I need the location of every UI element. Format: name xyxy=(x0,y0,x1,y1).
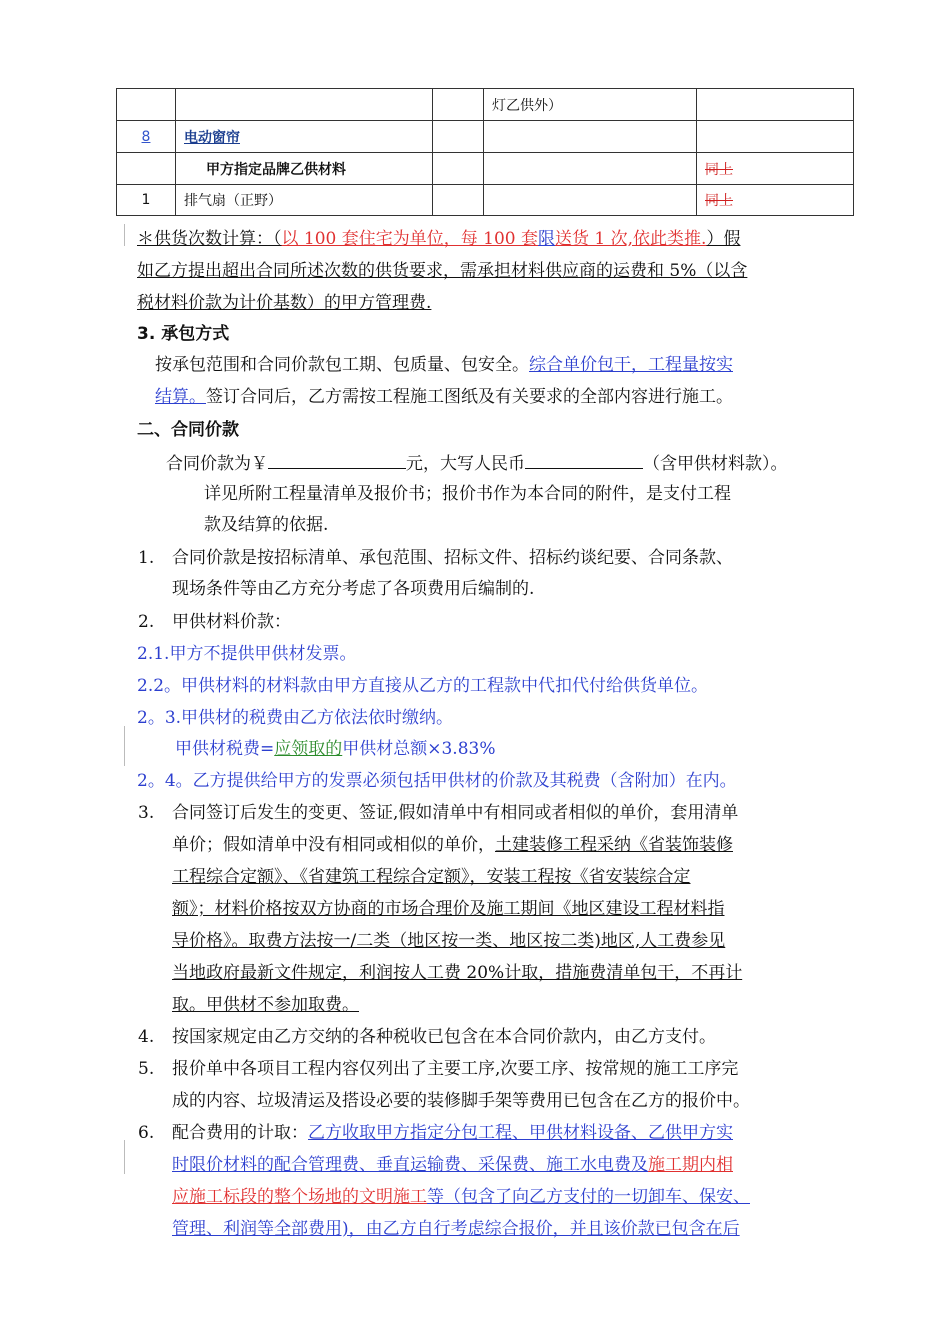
item-name: 排气扇（正野） xyxy=(184,193,282,209)
item-number: 6. xyxy=(138,1123,155,1143)
table-row xyxy=(117,153,854,185)
item-number: 4. xyxy=(138,1027,155,1047)
contract-price-line: 合同价款为￥ 元，大写人民币 （含甲供材料款）。 xyxy=(166,454,788,474)
item-text: 取。甲供材不参加取费。 xyxy=(172,995,359,1015)
deleted-text: 同上 xyxy=(705,161,733,178)
section-heading: 3. 承包方式 xyxy=(137,324,230,344)
item-text: 导价格》。取费方法按一/二类（地区按一类、地区按二类)地区,人工费参见 xyxy=(172,931,726,951)
contract-mode-line-1: 按承包范围和合同价款包工期、包质量、包安全。综合单价包干，工程量按实 xyxy=(155,355,733,375)
price-words-blank-field[interactable] xyxy=(525,452,643,469)
revision-bar xyxy=(124,1140,125,1174)
item-text: 当地政府最新文件规定，利润按人工费 20%计取，措施费清单包干，不再计 xyxy=(172,963,743,983)
item-text: 按国家规定由乙方交纳的各种税收已包含在本合同价款内，由乙方支付。 xyxy=(172,1027,716,1047)
item-text: 成的内容、垃圾清运及搭设必要的装修脚手架等费用已包含在乙方的报价中。 xyxy=(172,1091,750,1111)
table-row xyxy=(117,185,854,216)
table-cell-text: 灯乙供外） xyxy=(492,97,562,114)
contract-mode-line-2: 结算。签订合同后，乙方需按工程施工图纸及有关要求的全部内容进行施工。 xyxy=(155,387,733,407)
item-text: 合同签订后发生的变更、签证,假如清单中有相同或者相似的单价，套用清单 xyxy=(172,803,739,823)
supply-note-line-1: ＊供货次数计算：（以 100 套住宅为单位，每 100 套限送货 1 次,依此类推.）假 xyxy=(137,229,741,249)
item-text: 甲供材料价款： xyxy=(172,612,291,632)
row-number: 1 xyxy=(141,192,151,208)
item-text: 合同价款是按招标清单、承包范围、招标文件、招标约谈纪要、合同条款、 xyxy=(172,548,733,568)
item-text: 应施工标段的整个场地的文明施工等（包含了向乙方支付的一切卸车、保安、 xyxy=(172,1187,750,1207)
item-text: 管理、利润等全部费用)，由乙方自行考虑综合报价，并且该价款已包含在后 xyxy=(172,1219,740,1239)
item-number: 1. xyxy=(138,548,155,568)
item-text: 现场条件等由乙方充分考虑了各项费用后编制的. xyxy=(172,579,535,599)
item-text: 单价；假如清单中没有相同或相似的单价，土建装修工程采纳《省装饰装修 xyxy=(172,835,733,855)
subitem-2-2: 2.2。甲供材料的材料款由甲方直接从乙方的工程款中代扣代付给供货单位。 xyxy=(137,676,709,696)
item-number: 5. xyxy=(138,1059,155,1079)
supply-note-line-2: 如乙方提出超出合同所述次数的供货要求，需承担材料供应商的运费和 5%（以含 xyxy=(137,261,748,281)
item-number: 2. xyxy=(138,612,155,632)
item-text: 额》；材料价格按双方协商的市场合理价及施工期间《地区建设工程材料指 xyxy=(172,899,725,919)
tax-formula: 甲供材税费=应领取的甲供材总额×3.83% xyxy=(175,739,496,759)
revision-bar xyxy=(124,726,125,766)
table-row xyxy=(117,89,854,121)
item-name-link[interactable]: 电动窗帘 xyxy=(184,129,240,146)
subitem-2-4: 2。4。乙方提供给甲方的发票必须包括甲供材的价款及其税费（含附加）在内。 xyxy=(137,771,737,791)
deleted-text: 同上 xyxy=(705,193,733,209)
price-detail-line-1: 详见所附工程量清单及报价书；报价书作为本合同的附件，是支付工程 xyxy=(204,484,731,504)
subitem-2-1: 2.1.甲方不提供甲供材发票。 xyxy=(137,644,357,664)
table-row xyxy=(117,121,854,153)
section-heading: 二、合同价款 xyxy=(137,420,239,440)
item-text: 工程综合定额》、《省建筑工程综合定额》，安装工程按《省安装综合定 xyxy=(172,867,691,887)
subitem-2-3: 2。3.甲供材的税费由乙方依法依时缴纳。 xyxy=(137,708,454,728)
table-section-heading: 甲方指定品牌乙供材料 xyxy=(206,161,346,178)
row-number-link[interactable]: 8 xyxy=(141,128,151,145)
item-number: 3. xyxy=(138,803,155,823)
item-text: 时限价材料的配合管理费、垂直运输费、采保费、施工水电费及施工期内相 xyxy=(172,1155,733,1175)
item-text: 报价单中各项目工程内容仅列出了主要工序,次要工序、按常规的施工工序完 xyxy=(172,1059,739,1079)
revision-bar xyxy=(124,224,125,246)
price-detail-line-2: 款及结算的依据. xyxy=(204,515,329,535)
materials-table xyxy=(116,88,854,216)
supply-note-line-3: 税材料价款为计价基数）的甲方管理费. xyxy=(137,293,432,313)
price-blank-field[interactable] xyxy=(268,452,406,469)
item-text: 配合费用的计取：乙方收取甲方指定分包工程、甲供材料设备、乙供甲方实 xyxy=(172,1123,733,1143)
